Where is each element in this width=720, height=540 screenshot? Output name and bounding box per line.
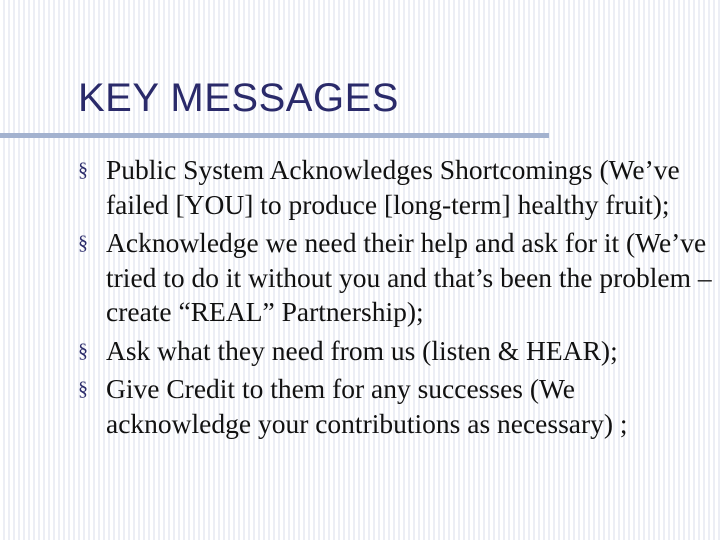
slide-title: KEY MESSAGES <box>78 76 399 120</box>
bullet-item <box>78 334 714 369</box>
bullet-text: Give Credit to them for any successes (We acknowledge your contributions as necessary) ; <box>106 373 628 439</box>
bullet-list <box>78 153 714 445</box>
bullet-icon: § <box>78 339 88 362</box>
bullet-icon: § <box>78 232 88 254</box>
bullet-item <box>78 226 714 330</box>
bullet-text: Public System Acknowledges Shortcomings (We’ve failed [YOU] to produce [long-term] healthy fruit); <box>106 154 680 220</box>
bullet-item <box>78 372 714 441</box>
bullet-icon: § <box>78 378 88 400</box>
bullet-item <box>78 153 714 222</box>
bullet-text: Ask what they need from us (listen & HEAR); <box>106 334 618 366</box>
title-divider <box>0 133 549 138</box>
bullet-icon: § <box>78 159 88 181</box>
bullet-text: Acknowledge we need their help and ask for it (We’ve tried to do it without you and that’s been the problem – create “REAL” Partnership); <box>106 227 712 327</box>
